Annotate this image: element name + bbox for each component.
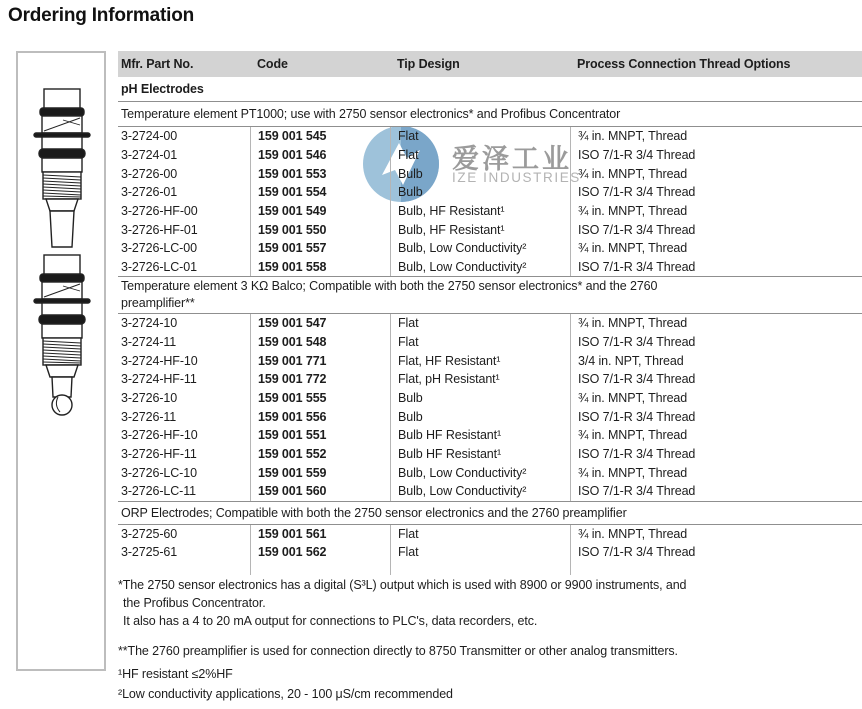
bulb-electrode-diagram-icon xyxy=(21,253,101,423)
section-note-text: Temperature element 3 KΩ Balco; Compatible with both the 2750 sensor electronics* and the 2760 preamplifier** xyxy=(121,279,658,311)
cell-code: 159 001 562 xyxy=(250,543,390,562)
group-title-ph-electrodes: pH Electrodes xyxy=(118,77,862,102)
table-row xyxy=(118,146,862,165)
cell-thread: ISO 7/1-R 3/4 Thread xyxy=(570,543,862,562)
table-row xyxy=(118,463,862,482)
table-row xyxy=(118,407,862,426)
cell-code: 159 001 553 xyxy=(250,164,390,183)
cell-tip: Flat xyxy=(390,314,570,333)
cell-thread: ISO 7/1-R 3/4 Thread xyxy=(570,220,862,239)
cell-code: 159 001 548 xyxy=(250,333,390,352)
cell-thread: ISO 7/1-R 3/4 Thread xyxy=(570,445,862,464)
cell-empty xyxy=(570,562,862,575)
table-row xyxy=(118,543,862,562)
cell-thread: ¾ in. MNPT, Thread xyxy=(570,202,862,221)
cell-tip: Flat xyxy=(390,127,570,146)
cell-part: 3-2724-11 xyxy=(121,335,177,350)
cell-part: 3-2726-HF-00 xyxy=(121,203,198,218)
cell-part: 3-2726-HF-11 xyxy=(121,446,197,461)
cell-tip: Flat xyxy=(390,525,570,544)
cell-code: 159 001 550 xyxy=(250,220,390,239)
table-row xyxy=(118,426,862,445)
cell-tip: Bulb xyxy=(390,164,570,183)
cell-thread: ¾ in. MNPT, Thread xyxy=(570,239,862,258)
section-note-orp xyxy=(118,502,862,525)
cell-thread: ISO 7/1-R 3/4 Thread xyxy=(570,370,862,389)
cell-part: 3-2725-60 xyxy=(121,526,178,541)
cell-part: 3-2724-01 xyxy=(121,147,178,162)
cell-thread: ISO 7/1-R 3/4 Thread xyxy=(570,257,862,276)
table-row xyxy=(118,183,862,202)
cell-code: 159 001 551 xyxy=(250,426,390,445)
table-row xyxy=(118,202,862,221)
table-row xyxy=(118,333,862,352)
watermark-chinese-text: 爱泽工业 xyxy=(452,144,572,174)
table-row xyxy=(118,370,862,389)
cell-part: 3-2724-00 xyxy=(121,129,178,144)
cell-part: 3-2726-11 xyxy=(121,409,177,424)
cell-thread: ¾ in. MNPT, Thread xyxy=(570,127,862,146)
ordering-table xyxy=(118,51,862,575)
cell-part: 3-2726-01 xyxy=(121,185,178,200)
cell-tip: Flat xyxy=(390,333,570,352)
cell-code: 159 001 545 xyxy=(250,127,390,146)
cell-part: 3-2724-HF-10 xyxy=(121,353,198,368)
cell-thread: ¾ in. MNPT, Thread xyxy=(570,426,862,445)
cell-part: 3-2726-00 xyxy=(121,166,178,181)
cell-tip: Bulb xyxy=(390,407,570,426)
cell-part: 3-2724-10 xyxy=(121,316,178,331)
footnote-hf-resistant: ¹HF resistant ≤2%HF xyxy=(118,667,233,681)
footnote-star2: **The 2760 preamplifier is used for connection directly to 8750 Transmitter or other analog transmitters. xyxy=(118,644,678,658)
cell-code: 159 001 554 xyxy=(250,183,390,202)
cell-thread: ISO 7/1-R 3/4 Thread xyxy=(570,482,862,501)
table-row xyxy=(118,445,862,464)
table-row xyxy=(118,351,862,370)
table-block-pt1000 xyxy=(118,127,862,277)
cell-part: 3-2726-LC-11 xyxy=(121,484,197,499)
cell-tip: Bulb xyxy=(390,183,570,202)
cell-thread: ISO 7/1-R 3/4 Thread xyxy=(570,183,862,202)
cell-empty xyxy=(118,562,250,575)
cell-tip: Bulb, Low Conductivity² xyxy=(390,463,570,482)
footnote-low-conductivity: ²Low conductivity applications, 20 - 100 μS/cm recommended xyxy=(118,687,453,701)
table-empty-row xyxy=(118,562,862,575)
cell-thread: 3/4 in. NPT, Thread xyxy=(570,351,862,370)
table-row xyxy=(118,389,862,408)
cell-thread: ¾ in. MNPT, Thread xyxy=(570,314,862,333)
table-row xyxy=(118,525,862,544)
cell-tip: Bulb HF Resistant¹ xyxy=(390,426,570,445)
table-row xyxy=(118,257,862,276)
watermark-english-text: IZE INDUSTRIES xyxy=(452,170,581,185)
table-row xyxy=(118,314,862,333)
page-title: Ordering Information xyxy=(8,5,195,26)
cell-code: 159 001 561 xyxy=(250,525,390,544)
table-block-orp xyxy=(118,525,862,575)
cell-thread: ISO 7/1-R 3/4 Thread xyxy=(570,333,862,352)
cell-thread: ¾ in. MNPT, Thread xyxy=(570,463,862,482)
section-note-text: Temperature element PT1000; use with 2750 sensor electronics* and Profibus Concentrator xyxy=(121,107,621,121)
cell-code: 159 001 555 xyxy=(250,389,390,408)
cell-tip: Bulb HF Resistant¹ xyxy=(390,445,570,464)
section-note-text: ORP Electrodes; Compatible with both the 2750 sensor electronics and the 2760 preamplifier xyxy=(121,505,627,520)
cell-part: 3-2726-10 xyxy=(121,391,178,405)
table-block-balco xyxy=(118,314,862,501)
header-code: Code xyxy=(257,57,288,71)
footnote-star1-line1: *The 2750 sensor electronics has a digital (S³L) output which is used with 8900 or 9900 instruments, and xyxy=(118,578,687,592)
footnote-star1-line3: It also has a 4 to 20 mA output for connections to PLC's, data recorders, etc. xyxy=(123,614,538,628)
cell-empty xyxy=(390,562,570,575)
cell-code: 159 001 559 xyxy=(250,463,390,482)
cell-thread: ISO 7/1-R 3/4 Thread xyxy=(570,407,862,426)
footnote-star1-line2: the Profibus Concentrator. xyxy=(123,596,266,610)
cell-tip: Bulb, HF Resistant¹ xyxy=(390,220,570,239)
section-note-pt1000 xyxy=(118,102,862,127)
electrode-figure-box xyxy=(16,51,106,671)
cell-thread: ¾ in. MNPT, Thread xyxy=(570,164,862,183)
table-row xyxy=(118,482,862,501)
cell-tip: Bulb, Low Conductivity² xyxy=(390,239,570,258)
cell-code: 159 001 772 xyxy=(250,370,390,389)
cell-part: 3-2726-LC-10 xyxy=(121,465,197,480)
footnotes xyxy=(118,576,858,703)
cell-code: 159 001 771 xyxy=(250,351,390,370)
cell-thread: ISO 7/1-R 3/4 Thread xyxy=(570,146,862,165)
header-mfr-part-no: Mfr. Part No. xyxy=(121,57,194,71)
cell-part: 3-2725-61 xyxy=(121,545,178,560)
header-process-connection: Process Connection Thread Options xyxy=(577,57,791,71)
header-tip-design: Tip Design xyxy=(397,57,460,71)
cell-thread: ¾ in. MNPT, Thread xyxy=(570,389,862,408)
table-header-row xyxy=(118,51,862,77)
cell-tip: Bulb, HF Resistant¹ xyxy=(390,202,570,221)
cell-tip: Bulb, Low Conductivity² xyxy=(390,257,570,276)
cell-part: 3-2724-HF-11 xyxy=(121,372,197,387)
cell-thread: ¾ in. MNPT, Thread xyxy=(570,525,862,544)
flat-electrode-diagram-icon xyxy=(21,87,101,251)
cell-code: 159 001 547 xyxy=(250,314,390,333)
table-row xyxy=(118,239,862,258)
cell-tip: Flat, HF Resistant¹ xyxy=(390,351,570,370)
cell-tip: Flat xyxy=(390,543,570,562)
cell-part: 3-2726-HF-01 xyxy=(121,222,198,237)
table-row xyxy=(118,164,862,183)
cell-code: 159 001 557 xyxy=(250,239,390,258)
cell-code: 159 001 556 xyxy=(250,407,390,426)
cell-tip: Bulb xyxy=(390,389,570,408)
cell-part: 3-2726-LC-00 xyxy=(121,241,197,256)
cell-empty xyxy=(250,562,390,575)
cell-code: 159 001 558 xyxy=(250,257,390,276)
cell-code: 159 001 552 xyxy=(250,445,390,464)
cell-code: 159 001 546 xyxy=(250,146,390,165)
table-row xyxy=(118,127,862,146)
cell-tip: Bulb, Low Conductivity² xyxy=(390,482,570,501)
cell-tip: Flat, pH Resistant¹ xyxy=(390,370,570,389)
cell-part: 3-2726-LC-01 xyxy=(121,259,197,274)
cell-code: 159 001 549 xyxy=(250,202,390,221)
section-note-balco xyxy=(118,277,862,314)
cell-tip: Flat xyxy=(390,146,570,165)
table-row xyxy=(118,220,862,239)
cell-code: 159 001 560 xyxy=(250,482,390,501)
cell-part: 3-2726-HF-10 xyxy=(121,428,198,443)
